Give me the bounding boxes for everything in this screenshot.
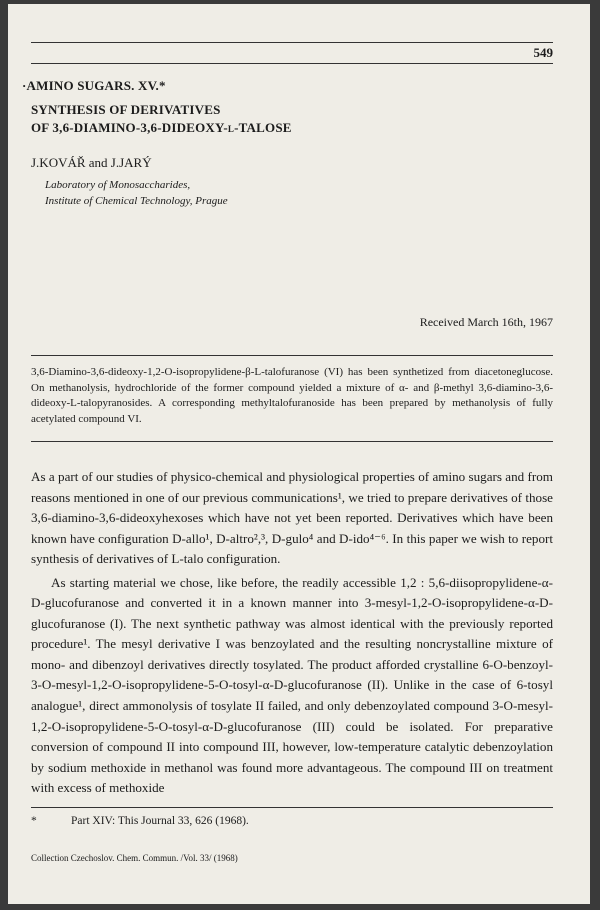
page-number: 549 [533,45,553,60]
footnote-rule [31,807,553,808]
affiliation-line-2: Institute of Chemical Technology, Prague [45,195,228,207]
abstract-bottom-rule [31,441,553,442]
footnote-text: Part XIV: This Journal 33, 626 (1968). [71,815,249,827]
series-title: ·AMINO SUGARS. XV.* [22,78,166,93]
footnote-marker: * [31,815,37,827]
paragraph-2: As starting material we chose, like before, the readily accessible 1,2 : 5,6-diisopropylidene-α-D-glucofuranose and converted it in a known manner into 3-mesyl-1,2-O-isopropylidene-α-D-glucofuranose (I). The next synthetic pathway was almost identical with the previously reported procedure¹. The mesyl derivative I was benzoylated and the resulting noncrystalline mixture of mono- and dibenzoyl derivatives directly tosylated. The product afforded crystalline 6-O-benzoyl-3-O-mesyl-1,2-O-isopropylidene-5-O-tosyl-α-D-glucofuranose (II). Unlike in the case of 6-tosyl analogue¹, direct ammonolysis of tosylate II failed, and only debenzoylated compound 3-O-mesyl-1,2-O-isopropylidene-5-O-tosyl-α-D-glucofuranose (III) could be isolated. For preparative conversion of compound II into compound III, however, low-temperature catalytic debenzoylation by sodium methoxide in methanol was found more advantageous. The compound III on treatment with excess of methoxide [31,574,553,796]
top-rule [31,42,553,43]
article-title-line-2: OF 3,6-DIAMINO-3,6-DIDEOXY-l-TALOSE [31,120,292,135]
article-title-line-1: SYNTHESIS OF DERIVATIVES [31,102,221,117]
journal-page [8,4,590,904]
abstract-top-rule [31,355,553,356]
abstract: 3,6-Diamino-3,6-dideoxy-1,2-O-isopropylidene-β-L-talofuranose (VI) has been synthetized from diacetoneglucose. On methanolysis, hydrochloride of the former compound yielded a mixture of α- and β-methyl 3,6-diamino-3,6-dideoxy-L-talopyranosides. A corresponding methyltalofuranoside has been prepared by methanolysis of fully acetylated compound VI. [31,366,553,426]
authors: J.KOVÁŘ and J.JARÝ [31,155,152,170]
header-rule [31,63,553,64]
body-text [31,467,553,799]
paragraph-1: As a part of our studies of physico-chemical and physiological properties of amino sugars and from reasons mentioned in one of our previous communications¹, we tried to prepare derivatives of those 3,6-diamino-3,6-dideoxyhexoses which have not yet been reported. Derivatives which have been known have configuration D-allo¹, D-altro²,³, D-gulo⁴ and D-ido⁴⁻⁶. In this paper we wish to report synthesis of derivatives of L-talo configuration. [31,469,553,567]
footnote [31,815,249,827]
affiliation-line-1: Laboratory of Monosaccharides, [45,179,191,191]
received-date: Received March 16th, 1967 [419,315,553,329]
journal-footer: Collection Czechoslov. Chem. Commun. /Vol. 33/ (1968) [31,853,238,863]
